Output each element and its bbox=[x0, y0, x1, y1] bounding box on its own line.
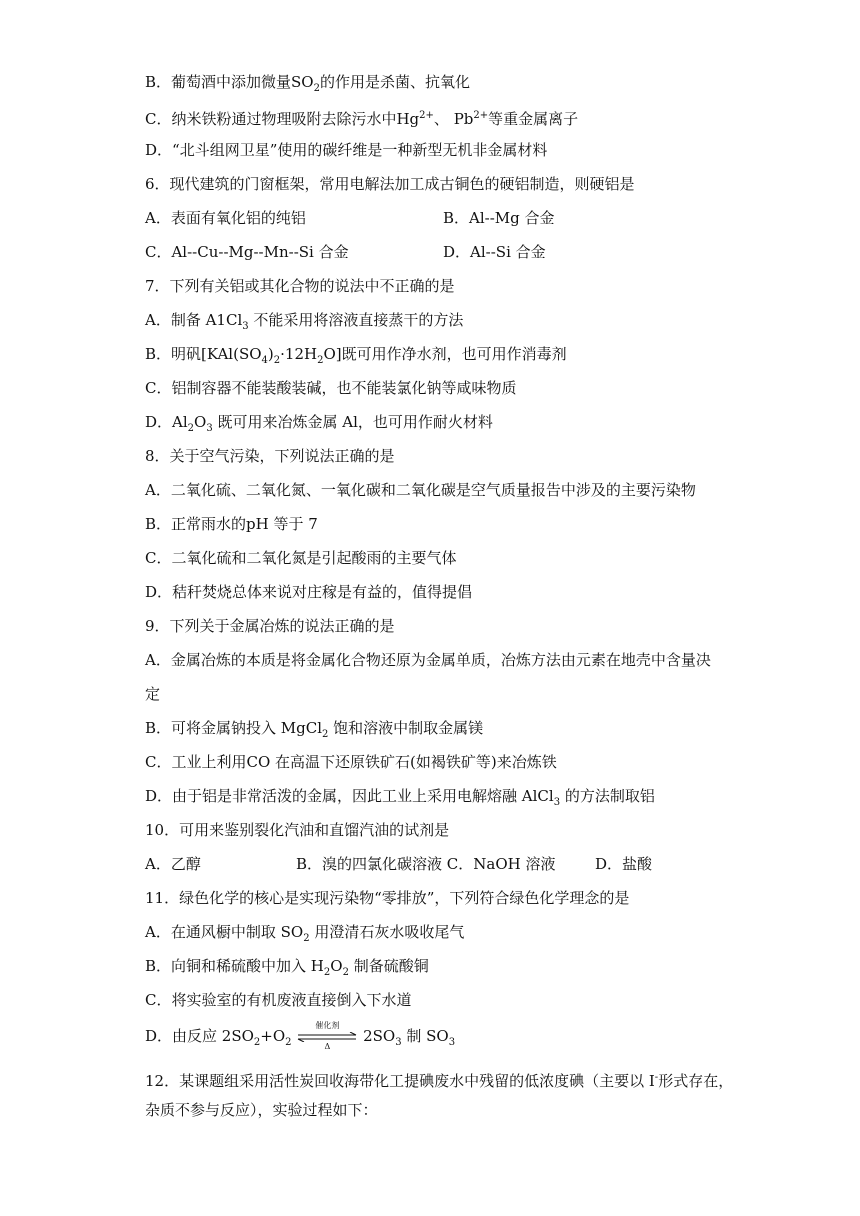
option-5c: C．纳米铁粉通过物理吸附去除污水中$Hg^{2+}$、 $Pb^{2+}$等重金属离子 bbox=[145, 110, 579, 128]
option-7a: A．制备 $A1Cl_3$ 不能采用将溶液直接蒸干的方法 bbox=[145, 311, 464, 332]
question-10: 10．可用来鉴别裂化汽油和直馏汽油的试剂是 bbox=[145, 821, 450, 839]
question-9: 9．下列关于金属冶炼的说法正确的是 bbox=[145, 617, 395, 635]
option-5b: B．葡萄酒中添加微量$SO_2$的作用是杀菌、抗氧化 bbox=[145, 73, 470, 94]
option-7c: C．铝制容器不能装酸装碱，也不能装氯化钠等咸味物质 bbox=[145, 379, 517, 397]
option-10a: A．乙醇 bbox=[145, 855, 201, 873]
option-9c: C．工业上利用CO 在高温下还原铁矿石(如褐铁矿等)来冶炼铁 bbox=[145, 753, 557, 771]
option-9b: B．可将金属钠投入 MgCl$_2$ 饱和溶液中制取金属镁 bbox=[145, 719, 484, 740]
option-11a: A．在通风橱中制取 $SO_2$ 用澄清石灰水吸收尾气 bbox=[145, 923, 465, 944]
option-10b-10c: B．溴的四氯化碳溶液 C．NaOH 溶液 bbox=[296, 855, 556, 873]
option-6d: D．Al--Si 合金 bbox=[443, 243, 546, 261]
option-7d: D．$Al_2O_3$ 既可用来冶炼金属 Al，也可用作耐火材料 bbox=[145, 413, 493, 434]
option-9a: A．金属冶炼的本质是将金属化合物还原为金属单质，冶炼方法由元素在地壳中含量决 bbox=[145, 651, 711, 669]
option-8b: B．正常雨水的pH 等于 7 bbox=[145, 515, 318, 533]
option-9d: D．由于铝是非常活泼的金属，因此工业上采用电解熔融 AlCl$_3$ 的方法制取铝 bbox=[145, 787, 655, 808]
option-6c: C．Al--Cu--Mg--Mn--Si 合金 bbox=[145, 243, 349, 261]
option-11c: C．将实验室的有机废液直接倒入下水道 bbox=[145, 991, 412, 1009]
option-8a: A．二氧化硫、二氧化氮、一氧化碳和二氧化碳是空气质量报告中涉及的主要污染物 bbox=[145, 481, 696, 499]
question-8: 8．关于空气污染，下列说法正确的是 bbox=[145, 447, 395, 465]
question-6: 6．现代建筑的门窗框架，常用电解法加工成古铜色的硬铝制造，则硬铝是 bbox=[145, 175, 635, 193]
option-8c: C．二氧化硫和二氧化氮是引起酸雨的主要气体 bbox=[145, 549, 457, 567]
option-11b: B．向铜和稀硫酸中加入 $H_2O_2$ 制备硫酸铜 bbox=[145, 957, 429, 978]
heat-label: Δ bbox=[324, 1042, 331, 1051]
reaction-conditions bbox=[296, 1021, 358, 1051]
option-6b: B．Al--Mg 合金 bbox=[443, 209, 555, 227]
option-11d: D．由反应 $2SO_2+O_2$ 催化剂 Δ $2SO_3$ 制 $SO_3$ bbox=[145, 1021, 456, 1051]
question-7: 7．下列有关铝或其化合物的说法中不正确的是 bbox=[145, 277, 455, 295]
option-5d: D．“北斗组网卫星”使用的碳纤维是一种新型无机非金属材料 bbox=[145, 141, 548, 159]
reversible-arrow-icon bbox=[296, 1032, 358, 1042]
option-9a-cont: 定 bbox=[145, 685, 161, 703]
question-11: 11．绿色化学的核心是实现污染物“零排放”，下列符合绿色化学理念的是 bbox=[145, 889, 630, 907]
catalyst-label: 催化剂 bbox=[315, 1021, 340, 1030]
option-10d: D．盐酸 bbox=[595, 855, 653, 873]
option-6a: A．表面有氧化铝的纯铝 bbox=[145, 209, 306, 227]
option-8d: D．秸秆焚烧总体来说对庄稼是有益的，值得提倡 bbox=[145, 583, 473, 601]
question-12-cont: 杂质不参与反应），实验过程如下： bbox=[145, 1101, 378, 1119]
question-12: 12．某课题组采用活性炭回收海带化工提碘废水中残留的低浓度碘（主要以 I-形式存在， bbox=[145, 1072, 734, 1090]
option-7b: B．明矾$[KAl(SO_4)_2\cdot 12H_2O]$既可用作净水剂，也可用作消毒剂 bbox=[145, 345, 567, 366]
